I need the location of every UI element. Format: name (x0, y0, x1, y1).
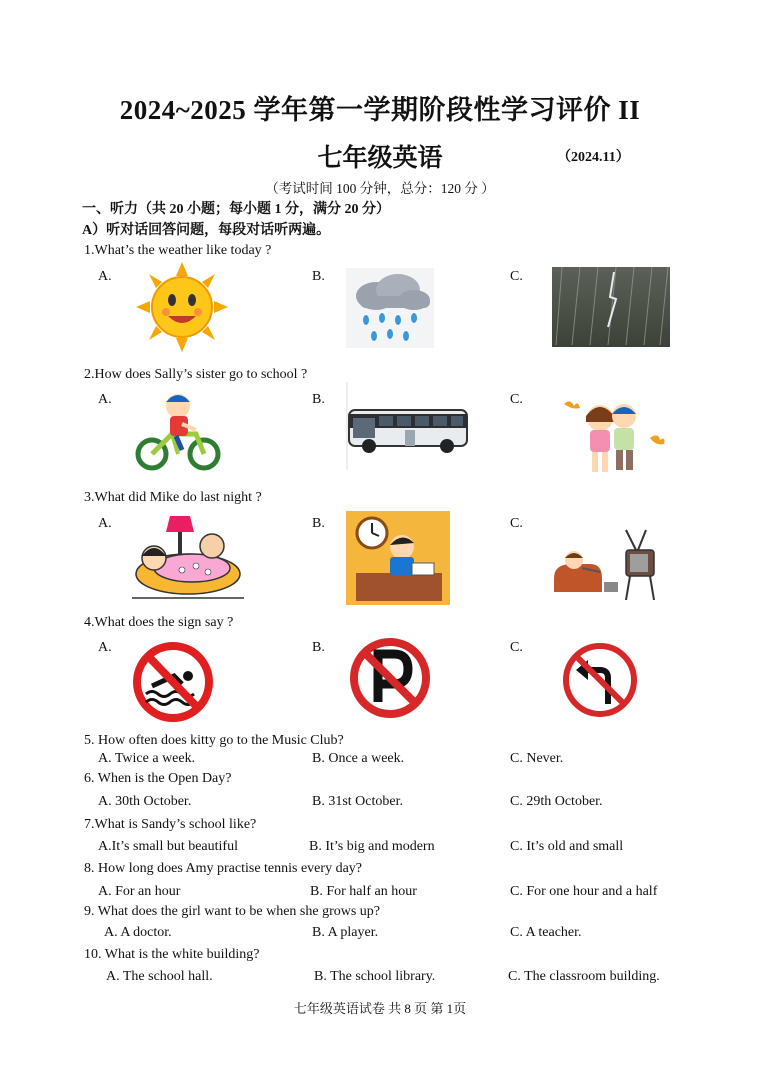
option-a: A. A doctor. (104, 925, 172, 940)
option-b: B. It’s big and modern (309, 839, 435, 854)
option-label: B. (312, 640, 325, 655)
option-a: A. 30th October. (98, 794, 192, 809)
subject-title: 七年级英语 (317, 145, 443, 172)
option-c: C. For one hour and a half (510, 884, 658, 899)
page-title: 2024~2025 学年第一学期阶段性学习评价 II (119, 95, 641, 125)
question-2: 2.How does Sally’s sister go to school ? (84, 367, 308, 382)
exam-date: （2024.11） (557, 150, 630, 165)
bus-icon (343, 382, 473, 470)
option-c: C. The classroom building. (508, 969, 660, 984)
option-label: B. (312, 392, 325, 407)
no-swimming-sign (130, 640, 216, 724)
bike-icon (134, 388, 222, 472)
rain-cloud-icon (346, 268, 434, 348)
option-b: B. A player. (312, 925, 379, 940)
exam-info: （考试时间 100 分钟，总分：120 分 ） (265, 181, 495, 196)
option-b: B. For half an hour (310, 884, 417, 899)
option-label: A. (98, 516, 112, 531)
option-a: A. The school hall. (106, 969, 213, 984)
option-b: B. 31st October. (312, 794, 403, 809)
question-3: 3.What did Mike do last night ? (84, 490, 262, 505)
walking-kids-icon (558, 396, 668, 482)
question-8: 8. How long does Amy practise tennis every day? (84, 861, 362, 876)
no-parking-sign (344, 636, 436, 720)
option-label: B. (312, 516, 325, 531)
question-5: 5. How often does kitty go to the Music Club? (84, 733, 344, 748)
option-label: A. (98, 640, 112, 655)
question-9: 9. What does the girl want to be when she grows up? (84, 904, 381, 919)
part-a-instruction: A）听对话回答问题，每段对话听两遍。 (82, 223, 331, 238)
page-footer: 七年级英语试卷 共 8 页 第 1页 (293, 1001, 467, 1016)
section-heading: 一、听力（共 20 小题；每小题 1 分，满分 20 分） (82, 202, 390, 217)
question-10: 10. What is the white building? (84, 947, 260, 962)
option-c: C. Never. (510, 751, 564, 766)
question-7: 7.What is Sandy’s school like? (84, 817, 257, 832)
option-c: C. 29th October. (510, 794, 603, 809)
no-left-turn-sign (560, 640, 640, 720)
watching-tv-icon (550, 528, 660, 604)
option-a: A.It’s small but beautiful (98, 839, 238, 854)
option-label: C. (510, 392, 523, 407)
option-label: C. (510, 516, 523, 531)
sun-icon (136, 262, 228, 352)
option-c: C. A teacher. (510, 925, 582, 940)
sleeping-icon (132, 512, 244, 600)
option-b: B. The school library. (314, 969, 436, 984)
option-label: C. (510, 269, 523, 284)
option-label: C. (510, 640, 523, 655)
option-a: A. Twice a week. (98, 751, 196, 766)
rainstorm-photo (552, 267, 670, 355)
question-4: 4.What does the sign say ? (84, 615, 234, 630)
option-label: B. (312, 269, 325, 284)
option-a: A. For an hour (98, 884, 181, 899)
homework-icon (346, 511, 450, 605)
question-6: 6. When is the Open Day? (84, 771, 232, 786)
option-c: C. It’s old and small (510, 839, 624, 854)
option-b: B. Once a week. (312, 751, 405, 766)
option-label: A. (98, 269, 112, 284)
question-1: 1.What’s the weather like today ? (84, 243, 272, 258)
option-label: A. (98, 392, 112, 407)
